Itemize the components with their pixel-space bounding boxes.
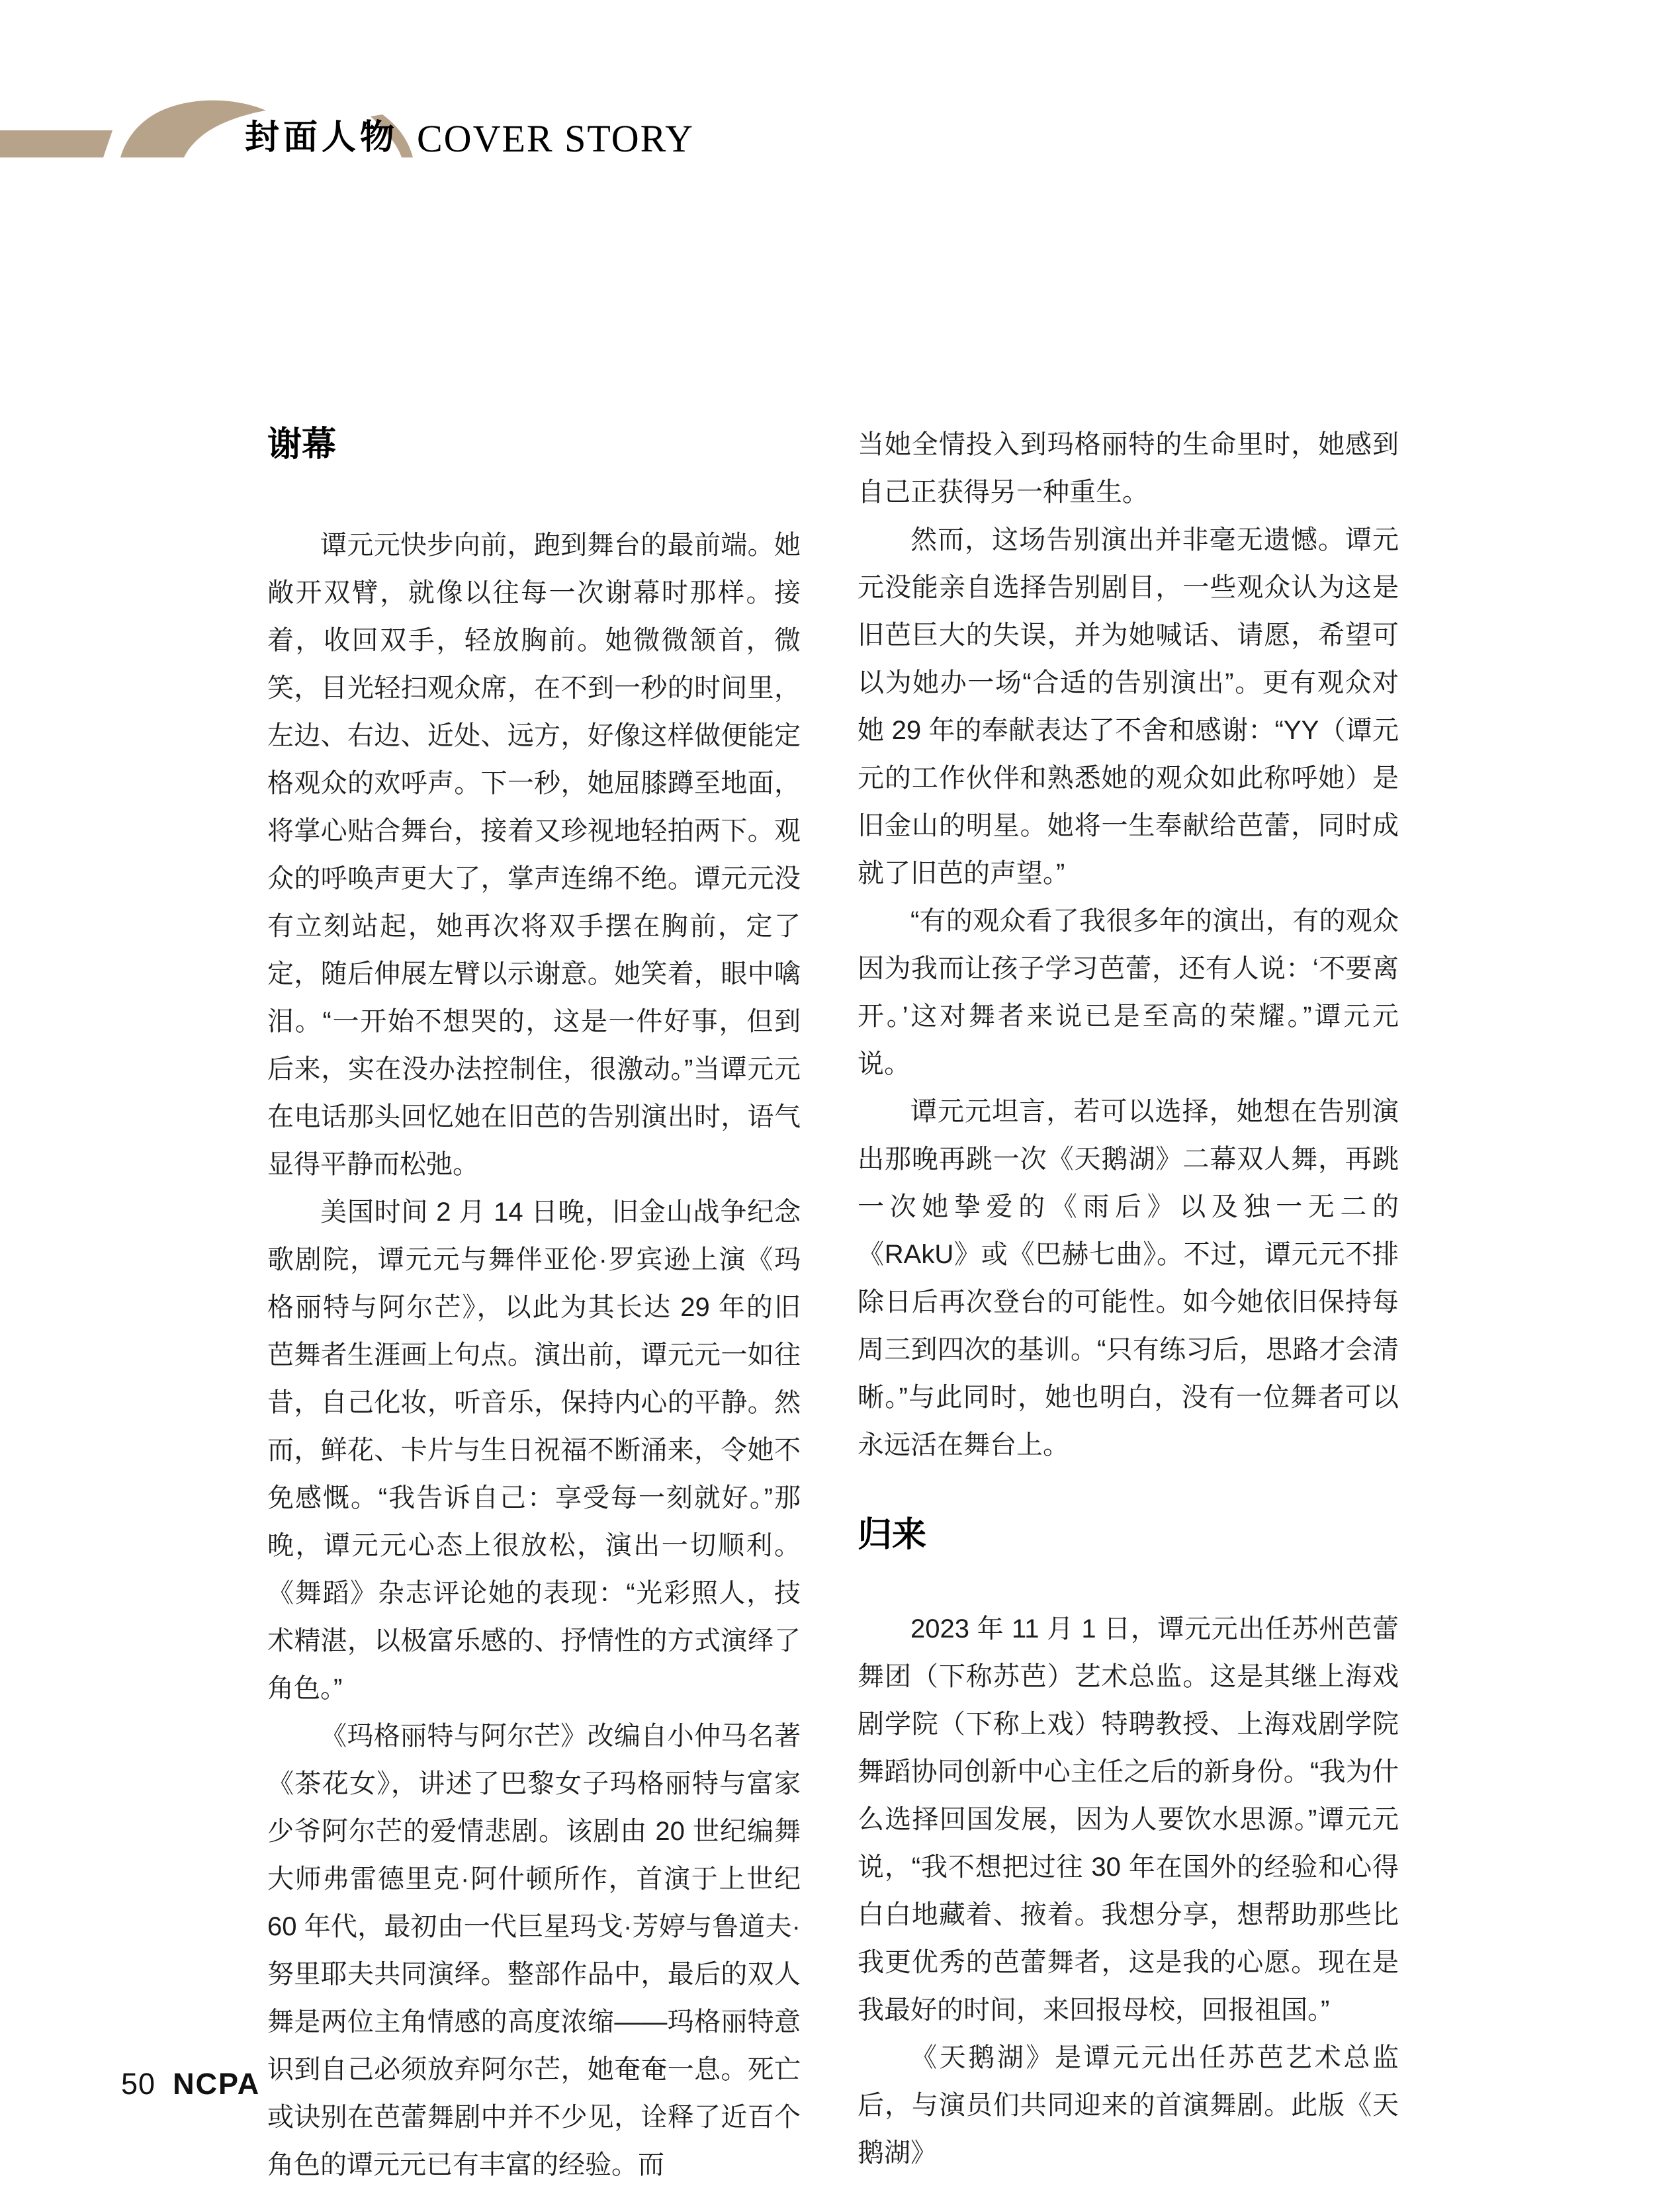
publication-name: NCPA	[173, 2067, 261, 2101]
section-heading-return: 归来	[858, 1516, 927, 1554]
article-paragraph: 《天鹅湖》是谭元元出任苏芭艺术总监后，与演员们共同迎来的首演舞剧。此版《天鹅湖》	[858, 2043, 1399, 2167]
page-number: 50	[121, 2067, 156, 2101]
section-title-english: COVER STORY	[417, 117, 694, 160]
section-title-chinese: 封面人物	[245, 118, 399, 157]
section-heading-curtain-call: 谢幕	[267, 425, 337, 464]
article-paragraph: 美国时间 2 月 14 日晚，旧金山战争纪念歌剧院，谭元元与舞伴亚伦·罗宾逊上演《玛格丽特与阿尔芒》，以此为其长达 29 年的旧芭舞者生涯画上句点。演出前，谭元元一如往昔，自己化妆，听音乐，保持内心的平静。然而，鲜花、卡片与生日祝福不断涌来，令她不免感慨。“我告诉自己：享受每一刻就好。”那晚，谭元元心态上很放松，演出一切顺利。《舞蹈》杂志评论她的表现：“光彩照人，技术精湛，以极富乐感的、抒情性的方式演绎了角色。”	[267, 1198, 801, 1703]
article-paragraph: 《玛格丽特与阿尔芒》改编自小仲马名著《茶花女》，讲述了巴黎女子玛格丽特与富家少爷阿尔芒的爱情悲剧。该剧由 20 世纪编舞大师弗雷德里克·阿什顿所作，首演于上世纪 60 年代，最初由一代巨星玛戈·芳婷与鲁道夫·努里耶夫共同演绎。整部作品中，最后的双人舞是两位主角情感的高度浓缩——玛格丽特意识到自己必须放弃阿尔芒，她奄奄一息。死亡或诀别在芭蕾舞剧中并不少见，诠释了近百个角色的谭元元已有丰富的经验。而	[267, 1722, 801, 2179]
article-paragraph-continuation: 当她全情投入到玛格丽特的生命里时，她感到自己正获得另一种重生。	[858, 430, 1399, 507]
article-column-right	[858, 421, 1399, 2177]
article-paragraph: 2023 年 11 月 1 日，谭元元出任苏州芭蕾舞团（下称苏芭）艺术总监。这是其继上海戏剧学院（下称上戏）特聘教授、上海戏剧学院舞蹈协同创新中心主任之后的新身份。“我为什么选择回国发展，因为人要饮水思源。”谭元元说，“我不想把过往 30 年在国外的经验和心得白白地藏着、掖着。我想分享，想帮助那些比我更优秀的芭蕾舞者，这是我的心愿。现在是我最好的时间，来回报母校，回报祖国。”	[858, 1614, 1399, 2025]
header-leaf-shape	[120, 101, 266, 157]
article-paragraph: 谭元元快步向前，跑到舞台的最前端。她敞开双臂，就像以往每一次谢幕时那样。接着，收回双手，轻放胸前。她微微颔首，微笑，目光轻扫观众席，在不到一秒的时间里，左边、右边、近处、远方，好像这样做便能定格观众的欢呼声。下一秒，她屈膝蹲至地面，将掌心贴合舞台，接着又珍视地轻拍两下。观众的呼唤声更大了，掌声连绵不绝。谭元元没有立刻站起，她再次将双手摆在胸前，定了定，随后伸展左臂以示谢意。她笑着，眼中噙泪。“一开始不想哭的，这是一件好事，但到后来，实在没办法控制住，很激动。”当谭元元在电话那头回忆她在旧芭的告别演出时，语气显得平静而松弛。	[267, 531, 801, 1179]
header-bar-shape	[0, 130, 112, 157]
article-paragraph: “有的观众看了我很多年的演出，有的观众因为我而让孩子学习芭蕾，还有人说：‘不要离开。’这对舞者来说已是至高的荣耀。”谭元元说。	[858, 906, 1399, 1078]
article-paragraph: 然而，这场告别演出并非毫无遗憾。谭元元没能亲自选择告别剧目，一些观众认为这是旧芭巨大的失误，并为她喊话、请愿，希望可以为她办一场“合适的告别演出”。更有观众对她 29 年的奉献表达了不舍和感谢：“YY（谭元元的工作伙伴和熟悉她的观众如此称呼她）是旧金山的明星。她将一生奉献给芭蕾，同时成就了旧芭的声望。”	[858, 525, 1399, 888]
article-paragraph: 谭元元坦言，若可以选择，她想在告别演出那晚再跳一次《天鹅湖》二幕双人舞，再跳一次她挚爱的《雨后》以及独一无二的《RAkU》或《巴赫七曲》。不过，谭元元不排除日后再次登台的可能性。如今她依旧保持每周三到四次的基训。“只有练习后，思路才会清晰。”与此同时，她也明白，没有一位舞者可以永远活在舞台上。	[858, 1097, 1399, 1460]
page-footer	[121, 2066, 260, 2103]
article-column-left	[267, 421, 801, 2188]
